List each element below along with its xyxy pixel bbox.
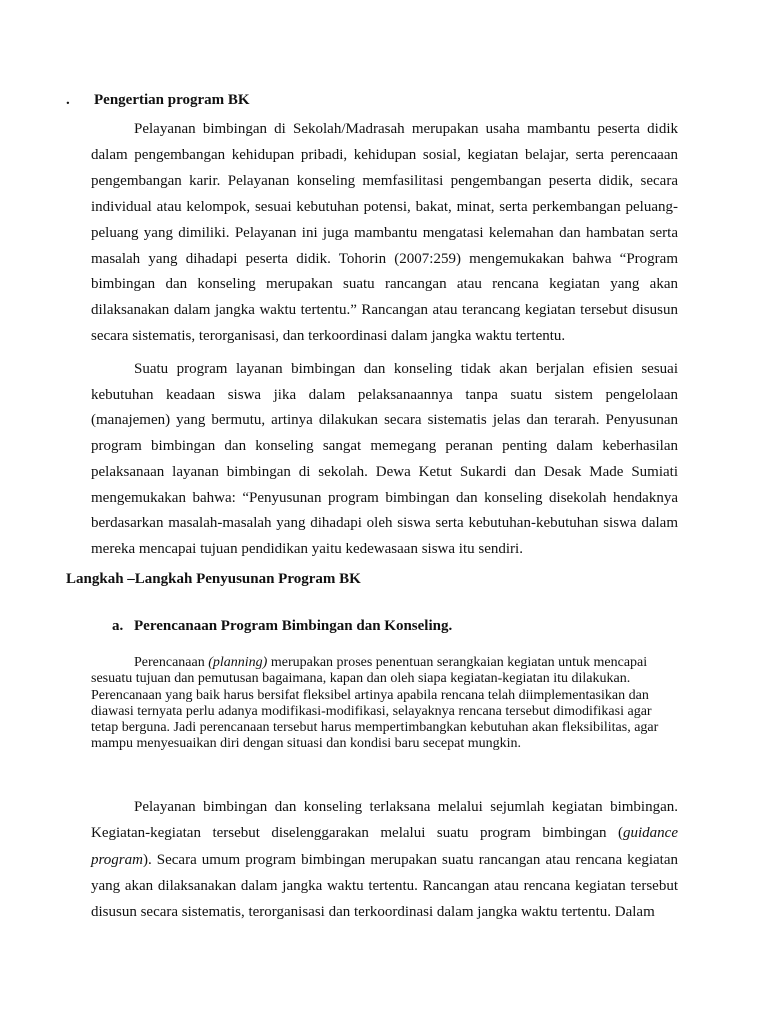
subsection-title: Perencanaan Program Bimbingan dan Konseling. [134, 618, 453, 634]
italic-term: guidance program [91, 825, 678, 868]
paragraph [91, 794, 678, 925]
guidance-program-body [91, 794, 678, 925]
paragraph-rest: merupakan proses penentuan serangkaian kegiatan untuk mencapai sesuatu tujuan dan pemutusan bagaimana, kapan dan oleh siapa kegiatan-kegiatan itu dilakukan. Perencanaan yang baik harus bersifat fleksibel artinya apabila rencana telah diimplementasikan dan diawasi ternyata perlu adanya modifikasi-modifikasi, selayaknya rencana tersebut dimodifikasi agar tetap berguna. Jadi perencanaan tersebut harus mempertimbangkan kebutuhan akan fleksibilitas, agar mampu menyesuaikan diri dengan situasi dan kondisi baru secepat mungkin. [91, 655, 659, 752]
paragraph [91, 655, 671, 753]
subsection-heading [112, 618, 452, 635]
intro-body [91, 117, 678, 350]
subsection-label: a. [112, 618, 124, 634]
paragraph-lead: Pelayanan bimbingan dan konseling terlaksana melalui sejumlah kegiatan bimbingan. Kegiatan-kegiatan tersebut diselenggarakan melalui suatu program bimbingan ( [91, 799, 678, 842]
paragraph: Suatu program layanan bimbingan dan konseling tidak akan berjalan efisien sesuai kebutuhan keadaan siswa jika dalam pelaksanaannya tanpa suatu sistem pengelolaan (manajemen) yang bermutu, artinya dilakukan secara sistematis jelas dan terarah. Penyusunan program bimbingan dan konseling sangat memegang peranan penting dalam keberhasilan pelaksanaan layanan bimbingan di sekolah. Dewa Ketut Sukardi dan Desak Made Sumiati mengemukakan bahwa: “Penyusunan program bimbingan dan konseling disekolah hendaknya berdasarkan masalah-masalah yang dihadapi oleh siswa serta kebutuhan-kebutuhan siswa dalam mereka mencapai tujuan pendidikan yaitu kedewasaan siswa itu sendiri. [91, 361, 678, 557]
steps-heading: Langkah –Langkah Penyusunan Program BK [66, 571, 361, 587]
italic-term: (planning) [208, 655, 268, 670]
heading-bullet: . [66, 92, 70, 108]
heading-text: Pengertian program BK [94, 92, 250, 108]
planning-body [91, 655, 671, 753]
paragraph-lead: Perencanaan [134, 655, 209, 670]
section-heading [66, 92, 686, 109]
program-management-body [91, 357, 678, 563]
paragraph-rest: ). Secara umum program bimbingan merupakan suatu rancangan atau rencana kegiatan yang akan dilaksanakan dalam jangka waktu tertentu. Rancangan atau rencana kegiatan tersebut disusun secara sistematis, terorganisasi dan terkoordinasi dalam jangka waktu tertentu. Dalam [91, 851, 678, 921]
paragraph: Pelayanan bimbingan di Sekolah/Madrasah merupakan usaha mambantu peserta didik dalam pengembangan kehidupan pribadi, kehidupan sosial, kegiatan belajar, serta perencaaan pengembangan karir. Pelayanan konseling memfasilitasi pengembangan peserta didik, secara individual atau kelompok, sesuai kebutuhan potensi, bakat, minat, serta perkembangan peluang-peluang yang dimiliki. Pelayanan ini juga mambantu mengatasi kelemahan dan hambatan serta masalah yang dihadapi peserta didik. Tohorin (2007:259) mengemukakan bahwa “Program bimbingan dan konseling merupakan suatu rancangan atau rencana kegiatan yang akan dilaksanakan dalam jangka waktu tertentu.” Rancangan atau terancang kegiatan tersebut disusun secara sistematis, terorganisasi, dan terkoordinasi dalam jangka waktu tertentu. [91, 121, 678, 345]
